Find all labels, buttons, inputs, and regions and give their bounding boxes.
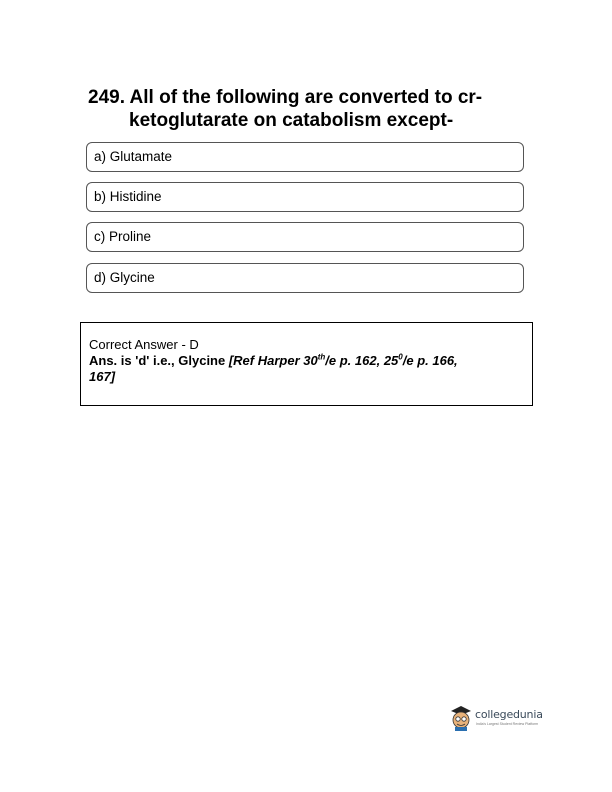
option-d[interactable]: d) Glycine [86, 263, 524, 293]
correct-answer: Correct Answer - D [89, 337, 199, 352]
answer-prefix: Ans. is 'd' i.e., Glycine [89, 353, 229, 368]
ref-sup-b: 0 [398, 352, 403, 362]
answer-box [80, 322, 533, 406]
mascot-icon [449, 705, 473, 731]
ref-part-b: /e [325, 353, 337, 368]
option-b[interactable]: b) Histidine [86, 182, 524, 212]
ref-part-a: [Ref Harper 30 [228, 353, 318, 368]
option-c[interactable]: c) Proline [86, 222, 524, 252]
ref-part-d: 167] [89, 369, 116, 384]
logo-tagline: India's Largest Student Review Platform [476, 722, 539, 726]
ref-mid: p. 162, 25 [336, 353, 399, 368]
ref-sup-a: th [317, 352, 326, 362]
option-a[interactable]: a) Glutamate [86, 142, 524, 172]
question-line-1: 249. All of the following are converted to cr- [88, 87, 483, 108]
collegedunia-logo [449, 703, 544, 733]
question-text [88, 86, 528, 132]
answer-explanation [89, 353, 524, 385]
question-line-2: ketoglutarate on catabolism except- [129, 110, 454, 131]
ref-part-c: /e p. 166, [402, 353, 458, 368]
logo-text: collegedunia [475, 708, 543, 721]
